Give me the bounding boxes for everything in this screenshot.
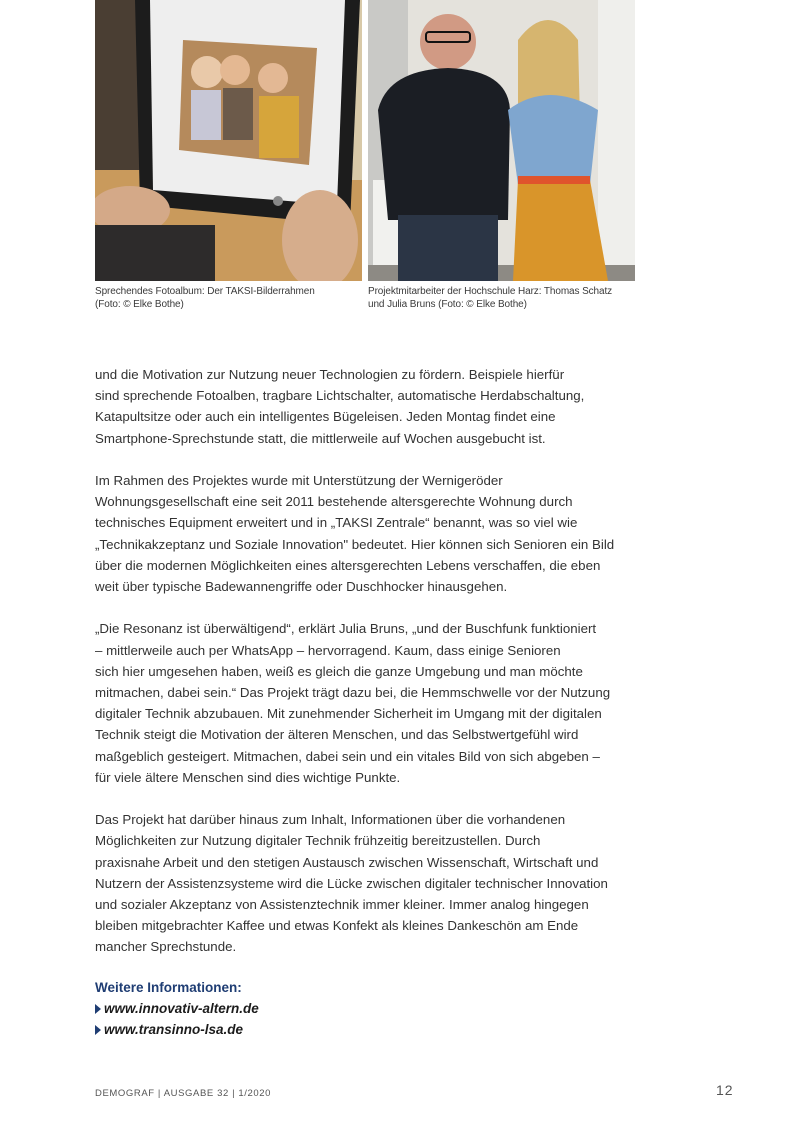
project-staff-image: [368, 0, 635, 281]
info-link-label: www.transinno-lsa.de: [104, 1022, 244, 1037]
more-info-section: [95, 977, 495, 1040]
page-number: 12: [716, 1082, 734, 1098]
article-paragraph: Das Projekt hat darüber hinaus zum Inhalt, Informationen über die vorhandenen Möglichkeiten zur Nutzung digitaler Technik frühzeitig bereitzustellen. Durch praxisnahe Arbeit und den stetigen Austausch zwischen Wissenschaft, Wirtschaft und Nutzern der Assistenzsysteme wird die Lücke zwischen digitaler technischer Innovation und sozialer Akzeptanz von Assistenztechnik immer kleiner. Immer analog hingegen bleiben mitgebrachter Kaffee und etwas Konfekt als kleines Dankeschön am Ende mancher Sprechstunde.: [95, 812, 608, 955]
article-paragraph: „Die Resonanz ist überwältigend“, erklärt Julia Bruns, „und der Buschfunk funktioniert – mittlerweile auch per WhatsApp – hervorragend. Kaum, dass einige Senioren sich hier umgesehen haben, weiß es gleich die ganze Umgebung und man möchte mitmachen, dabei sein.“ Das Projekt trägt dazu bei, die Hemmschwelle vor der Nutzung digitaler Technik abzubauen. Mit zunehmender Sicherheit im Umgang mit der digitalen Technik steigt die Motivation der älteren Menschen, und das Selbstwertgefühl wird maßgeblich gesteigert. Mitmachen, dabei sein und ein vitales Bild von sich abgeben – für viele ältere Menschen sind dies wichtige Punkte.: [95, 621, 611, 785]
photo-album-illustration: [95, 0, 362, 281]
article-paragraph: und die Motivation zur Nutzung neuer Technologien zu fördern. Beispiele hierfür sind sprechende Fotoalben, tragbare Lichtschalter, automatische Herdabschaltung, Katapultsitze oder auch ein intelligentes Bügeleisen. Jeden Montag findet eine Smartphone-Sprechstunde statt, die mittlerweile auf Wochen ausgebucht ist.: [95, 367, 585, 446]
arrow-right-icon: [95, 1025, 101, 1035]
info-link-innovativ-altern[interactable]: [95, 998, 495, 1019]
more-info-title: Weitere Informationen:: [95, 980, 242, 995]
publication-footer: DEMOGRAF | AUSGABE 32 | 1/2020: [95, 1088, 272, 1099]
article-paragraph: Im Rahmen des Projektes wurde mit Unterstützung der Wernigeröder Wohnungsgesellschaft eine seit 2011 bestehende altersgerechte Wohnung durch technisches Equipment erweitert und in „TAKSI Zentrale“ benannt, was so viel wie „Technikakzeptanz und Soziale Innovation" bedeutet. Hier können sich Senioren ein Bild über die modernen Möglichkeiten eines altersgerechten Lebens verschaffen, die eben weit über typische Badewannengriffe oder Duschhocker hinausgehen.: [95, 473, 615, 595]
arrow-right-icon: [95, 1004, 101, 1014]
photo-caption-right: Projektmitarbeiter der Hochschule Harz: Thomas Schatz und Julia Bruns (Foto: © Elke Bothe): [368, 286, 613, 310]
info-link-label: www.innovativ-altern.de: [104, 1001, 259, 1016]
photo-caption-left: Sprechendes Fotoalbum: Der TAKSI-Bilderrahmen (Foto: © Elke Bothe): [95, 286, 315, 310]
photo-album-image: [95, 0, 362, 281]
article-body: [95, 364, 640, 979]
project-staff-illustration: [368, 0, 635, 281]
info-link-transinno[interactable]: [95, 1019, 495, 1040]
